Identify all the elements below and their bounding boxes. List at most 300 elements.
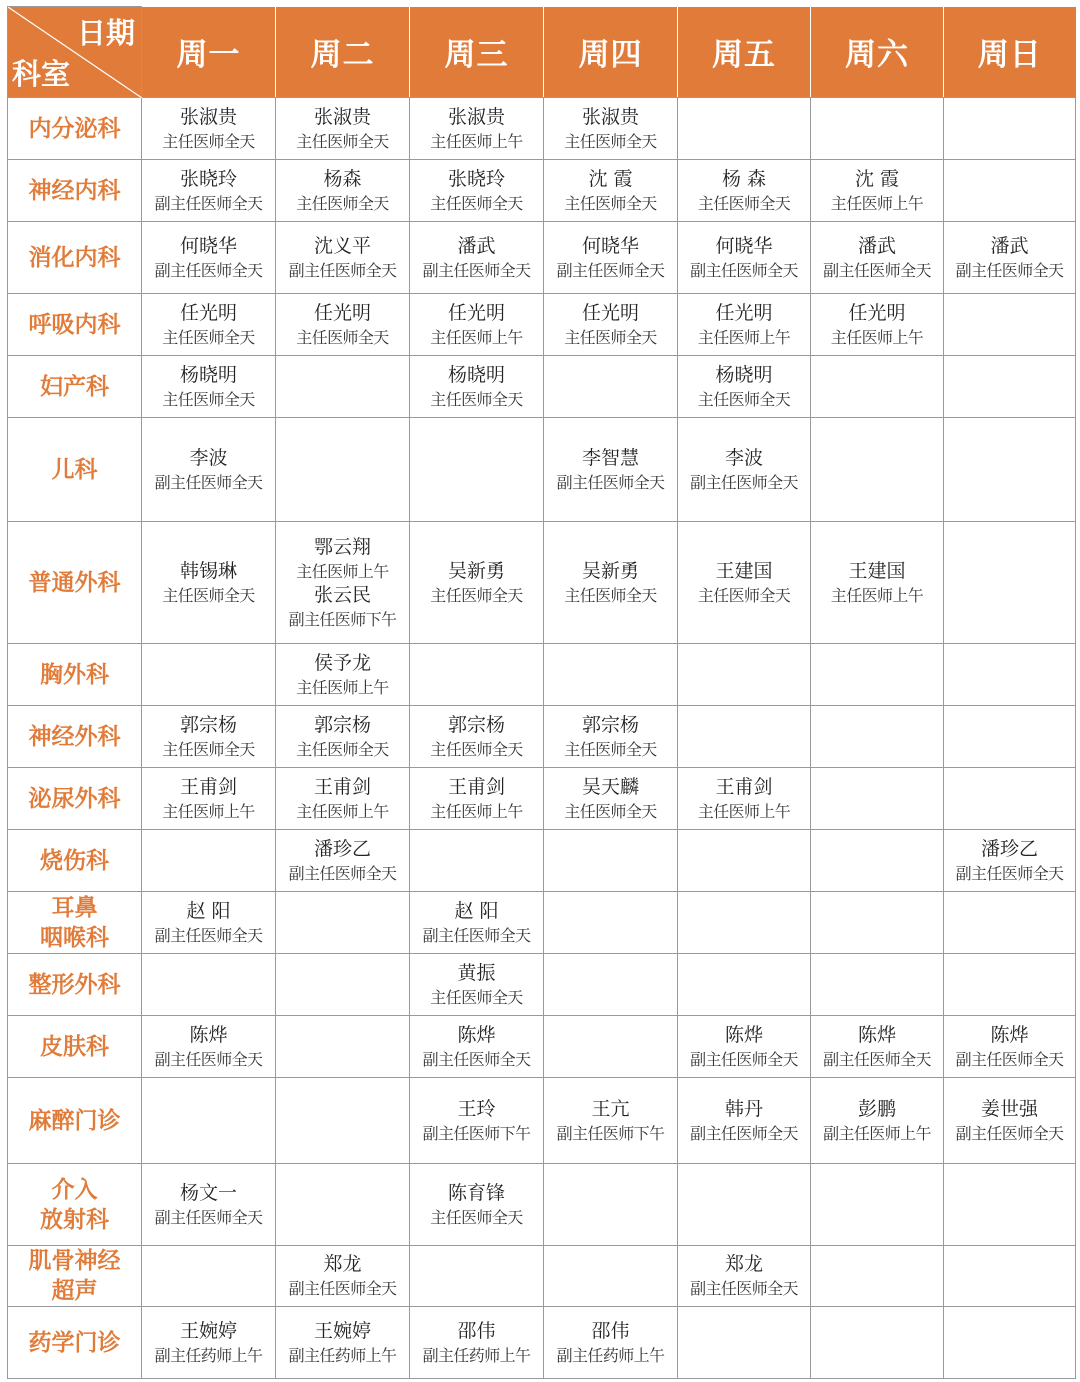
- schedule-cell: [811, 222, 944, 294]
- doctor-title: 副主任医师全天: [823, 260, 931, 280]
- doctor-title: 主任医师全天: [430, 585, 523, 605]
- schedule-cell: [544, 98, 678, 160]
- doctor-title: 主任医师全天: [697, 585, 791, 605]
- schedule-cell: [276, 892, 410, 954]
- department-name: 内分泌科: [28, 114, 121, 142]
- doctor-name: 何晓华: [179, 234, 237, 257]
- department-cell: [8, 954, 142, 1016]
- doctor-name: 潘武: [457, 234, 496, 257]
- schedule-cell: [811, 1078, 944, 1164]
- doctor-title: 主任医师全天: [564, 193, 657, 213]
- department-name: 介入: [51, 1175, 98, 1203]
- schedule-cell: [544, 1164, 678, 1246]
- doctor-title: 主任医师全天: [430, 389, 523, 409]
- doctor-name: 何晓华: [715, 234, 773, 257]
- doctor-name: 彭鹏: [857, 1097, 896, 1120]
- doctor-name: 任光明: [447, 301, 505, 324]
- schedule-cell: [811, 644, 944, 706]
- department-name: 儿科: [51, 455, 98, 483]
- doctor-title: 主任医师上午: [830, 585, 924, 605]
- schedule-cell: [811, 160, 944, 222]
- doctor-title: 主任医师全天: [697, 193, 791, 213]
- schedule-cell: [811, 830, 944, 892]
- schedule-cell: [142, 644, 276, 706]
- schedule-cell: [410, 1246, 544, 1307]
- doctor-title: 副主任医师全天: [690, 1279, 798, 1298]
- schedule-cell: [410, 160, 544, 222]
- schedule-cell: [276, 522, 410, 644]
- doctor-name: 赵 阳: [186, 899, 231, 922]
- doctor-title: 主任医师上午: [296, 561, 389, 581]
- schedule-cell: [142, 522, 276, 644]
- table-row: [8, 768, 1076, 830]
- schedule-cell: [944, 294, 1076, 356]
- schedule-cell: [944, 892, 1076, 954]
- schedule-cell: [544, 1016, 678, 1078]
- schedule-cell: [544, 644, 678, 706]
- doctor-title: 主任医师全天: [296, 131, 389, 151]
- doctor-title: 副主任药师上午: [154, 1345, 263, 1365]
- department-name: 皮肤科: [40, 1032, 109, 1060]
- schedule-cell: [276, 356, 410, 418]
- schedule-cell: [678, 294, 811, 356]
- schedule-cell: [276, 1246, 410, 1307]
- schedule-cell: [276, 1016, 410, 1078]
- schedule-cell: [811, 1164, 944, 1246]
- table-row: [8, 418, 1076, 522]
- day-header-wed: 周三: [410, 7, 544, 98]
- doctor-name: 王甫剑: [447, 775, 505, 798]
- schedule-cell: [142, 1246, 276, 1307]
- schedule-cell: [410, 522, 544, 644]
- schedule-cell: [678, 356, 811, 418]
- schedule-cell: [544, 294, 678, 356]
- doctor-name: 鄂云翔: [313, 535, 371, 558]
- schedule-cell: [544, 706, 678, 768]
- schedule-cell: [944, 522, 1076, 644]
- schedule-cell: [544, 1246, 678, 1307]
- department-cell: [8, 1078, 142, 1164]
- doctor-name: 陈育锋: [447, 1181, 505, 1204]
- doctor-title: 主任医师全天: [296, 193, 389, 213]
- table-row: [8, 356, 1076, 418]
- doctor-name: 任光明: [313, 301, 371, 324]
- day-header-tue: 周二: [276, 7, 410, 98]
- table-row: [8, 1246, 1076, 1307]
- schedule-cell: [944, 1164, 1076, 1246]
- schedule-cell: [811, 892, 944, 954]
- doctor-title: 主任医师上午: [430, 801, 523, 821]
- doctor-title: 主任医师全天: [564, 801, 657, 821]
- doctor-title: 副主任医师下午: [422, 1123, 531, 1143]
- schedule-cell: [811, 98, 944, 160]
- schedule-cell: [811, 522, 944, 644]
- department-cell: [8, 706, 142, 768]
- schedule-cell: [410, 356, 544, 418]
- department-cell: [8, 1307, 142, 1379]
- schedule-cell: [678, 418, 811, 522]
- doctor-name: 姜世强: [980, 1097, 1038, 1120]
- schedule-cell: [811, 954, 944, 1016]
- department-cell: [8, 98, 142, 160]
- doctor-name: 吴新勇: [447, 559, 505, 582]
- doctor-title: 主任医师全天: [430, 1207, 523, 1227]
- schedule-cell: [678, 1246, 811, 1307]
- schedule-cell: [410, 294, 544, 356]
- schedule-cell: [276, 1307, 410, 1379]
- schedule-cell: [544, 160, 678, 222]
- schedule-cell: [142, 1016, 276, 1078]
- department-cell: [8, 222, 142, 294]
- doctor-title: 主任医师上午: [830, 327, 924, 347]
- doctor-title: 副主任医师全天: [556, 472, 665, 492]
- schedule-cell: [944, 768, 1076, 830]
- doctor-name: 李波: [189, 446, 228, 469]
- day-header-sat: 周六: [811, 7, 944, 98]
- department-name: 药学门诊: [28, 1328, 121, 1356]
- day-header-sun: 周日: [944, 7, 1076, 98]
- doctor-title: 主任医师全天: [162, 131, 255, 151]
- schedule-cell: [811, 1016, 944, 1078]
- schedule-cell: [276, 98, 410, 160]
- department-cell: [8, 1246, 142, 1307]
- department-name: 耳鼻: [51, 893, 98, 921]
- doctor-name: 沈 霞: [588, 167, 633, 190]
- doctor-name: 侯予龙: [313, 651, 371, 674]
- doctor-name: 张淑贵: [581, 105, 639, 128]
- schedule-cell: [276, 1078, 410, 1164]
- schedule-cell: [410, 1164, 544, 1246]
- doctor-name: 王玲: [457, 1097, 496, 1120]
- department-cell: [8, 830, 142, 892]
- schedule-cell: [811, 356, 944, 418]
- doctor-title: 副主任医师下午: [288, 609, 397, 629]
- schedule-cell: [944, 830, 1076, 892]
- table-row: [8, 1016, 1076, 1078]
- schedule-cell: [142, 1307, 276, 1379]
- doctor-name: 李智慧: [581, 446, 639, 469]
- doctor-name: 沈义平: [313, 234, 371, 257]
- doctor-title: 副主任医师全天: [422, 925, 531, 945]
- doctor-name: 杨 森: [721, 167, 767, 190]
- doctor-title: 副主任医师全天: [422, 1049, 531, 1069]
- doctor-name: 陈烨: [857, 1023, 896, 1046]
- schedule-cell: [544, 222, 678, 294]
- schedule-cell: [811, 768, 944, 830]
- doctor-title: 副主任医师上午: [823, 1123, 931, 1143]
- doctor-title: 副主任医师全天: [154, 925, 263, 945]
- doctor-title: 主任医师全天: [162, 739, 255, 759]
- schedule-cell: [944, 706, 1076, 768]
- doctor-title: 副主任医师全天: [690, 1123, 798, 1143]
- schedule-cell: [410, 418, 544, 522]
- doctor-name: 王建国: [715, 559, 773, 582]
- schedule-cell: [410, 954, 544, 1016]
- schedule-cell: [544, 356, 678, 418]
- doctor-title: 副主任药师上午: [422, 1345, 531, 1365]
- doctor-title: 主任医师全天: [162, 327, 255, 347]
- schedule-cell: [678, 1164, 811, 1246]
- schedule-cell: [410, 706, 544, 768]
- doctor-name: 郭宗杨: [179, 713, 237, 736]
- doctor-title: 主任医师全天: [564, 327, 657, 347]
- schedule-cell: [142, 1078, 276, 1164]
- table-row: [8, 294, 1076, 356]
- department-name: 烧伤科: [40, 846, 109, 874]
- doctor-title: 主任医师全天: [430, 987, 523, 1007]
- doctor-title: 副主任医师全天: [154, 260, 263, 280]
- doctor-name: 王甫剑: [313, 775, 371, 798]
- schedule-cell: [678, 1078, 811, 1164]
- department-name: 呼吸内科: [28, 310, 121, 338]
- doctor-name: 郭宗杨: [447, 713, 505, 736]
- schedule-cell: [944, 356, 1076, 418]
- schedule-cell: [142, 98, 276, 160]
- doctor-name: 邵伟: [457, 1319, 496, 1342]
- schedule-cell: [276, 1164, 410, 1246]
- doctor-name: 杨晓明: [179, 363, 237, 386]
- table-row: [8, 160, 1076, 222]
- department-cell: [8, 294, 142, 356]
- schedule-cell: [142, 222, 276, 294]
- department-name: 普通外科: [28, 568, 121, 596]
- doctor-name: 王亢: [591, 1097, 630, 1120]
- schedule-cell: [944, 1078, 1076, 1164]
- doctor-name: 吴天麟: [581, 775, 639, 798]
- doctor-name: 杨晓明: [447, 363, 505, 386]
- schedule-cell: [811, 1246, 944, 1307]
- doctor-title: 副主任医师全天: [955, 1049, 1064, 1069]
- schedule-cell: [944, 1307, 1076, 1379]
- table-row: [8, 644, 1076, 706]
- doctor-title: 副主任医师全天: [823, 1049, 931, 1069]
- schedule-cell: [142, 768, 276, 830]
- doctor-title: 副主任医师全天: [955, 260, 1064, 280]
- schedule-cell: [544, 1078, 678, 1164]
- schedule-cell: [276, 768, 410, 830]
- schedule-cell: [410, 222, 544, 294]
- schedule-cell: [811, 706, 944, 768]
- department-name: 妇产科: [40, 372, 109, 400]
- schedule-cell: [276, 706, 410, 768]
- schedule-cell: [142, 1164, 276, 1246]
- department-axis-label: 科室: [12, 57, 71, 91]
- schedule-cell: [410, 892, 544, 954]
- schedule-cell: [811, 418, 944, 522]
- schedule-cell: [142, 294, 276, 356]
- department-name: 整形外科: [28, 970, 121, 998]
- table-row: [8, 1307, 1076, 1379]
- doctor-title: 副主任医师全天: [690, 1049, 798, 1069]
- doctor-title: 主任医师上午: [430, 131, 523, 151]
- doctor-name: 任光明: [179, 301, 237, 324]
- department-cell: [8, 522, 142, 644]
- schedule-cell: [544, 418, 678, 522]
- department-cell: [8, 356, 142, 418]
- doctor-name: 王甫剑: [179, 775, 237, 798]
- department-name: 神经外科: [28, 722, 121, 750]
- doctor-name: 郭宗杨: [581, 713, 639, 736]
- doctor-title: 主任医师全天: [430, 739, 523, 759]
- doctor-title: 主任医师全天: [162, 585, 255, 605]
- doctor-title: 主任医师全天: [697, 389, 791, 409]
- doctor-title: 副主任医师全天: [154, 1207, 263, 1227]
- schedule-cell: [544, 768, 678, 830]
- department-cell: [8, 768, 142, 830]
- department-cell: [8, 644, 142, 706]
- schedule-cell: [944, 954, 1076, 1016]
- doctor-name: 王婉婷: [313, 1319, 371, 1342]
- schedule-cell: [410, 830, 544, 892]
- doctor-name: 杨文一: [179, 1181, 237, 1204]
- schedule-cell: [678, 522, 811, 644]
- day-header-thu: 周四: [544, 7, 678, 98]
- doctor-name: 任光明: [581, 301, 639, 324]
- schedule-cell: [944, 644, 1076, 706]
- table-row: [8, 830, 1076, 892]
- schedule-cell: [142, 954, 276, 1016]
- schedule-cell: [410, 98, 544, 160]
- doctor-title: 主任医师上午: [296, 677, 389, 697]
- schedule-cell: [410, 768, 544, 830]
- doctor-name: 王建国: [848, 559, 906, 582]
- doctor-title: 主任医师上午: [697, 801, 791, 821]
- day-header-fri: 周五: [678, 7, 811, 98]
- department-name: 麻醉门诊: [28, 1106, 121, 1134]
- doctor-title: 主任医师全天: [564, 739, 657, 759]
- department-name: 放射科: [40, 1205, 109, 1233]
- doctor-title: 主任医师全天: [162, 389, 255, 409]
- schedule-cell: [276, 418, 410, 522]
- schedule-cell: [142, 706, 276, 768]
- doctor-name: 何晓华: [581, 234, 639, 257]
- department-name: 神经内科: [28, 176, 121, 204]
- schedule-cell: [410, 644, 544, 706]
- schedule-cell: [678, 160, 811, 222]
- doctor-name: 张淑贵: [447, 105, 505, 128]
- doctor-title: 副主任医师全天: [154, 1049, 263, 1069]
- table-row: [8, 954, 1076, 1016]
- doctor-name: 韩丹: [724, 1097, 763, 1120]
- department-name: 泌尿外科: [28, 784, 121, 812]
- doctor-name: 张晓玲: [179, 167, 237, 190]
- doctor-name: 任光明: [848, 301, 906, 324]
- doctor-title: 主任医师上午: [697, 327, 791, 347]
- doctor-name: 潘珍乙: [980, 837, 1038, 860]
- schedule-cell: [142, 418, 276, 522]
- schedule-cell: [678, 1016, 811, 1078]
- schedule-cell: [410, 1078, 544, 1164]
- doctor-name: 王婉婷: [179, 1319, 237, 1342]
- schedule-cell: [944, 418, 1076, 522]
- schedule-cell: [944, 1016, 1076, 1078]
- department-cell: [8, 418, 142, 522]
- day-header-mon: 周一: [142, 7, 276, 98]
- doctor-title: 主任医师全天: [296, 327, 389, 347]
- doctor-name: 郭宗杨: [313, 713, 371, 736]
- schedule-cell: [142, 892, 276, 954]
- doctor-name: 杨晓明: [715, 363, 773, 386]
- table-row: [8, 522, 1076, 644]
- department-name: 胸外科: [40, 660, 109, 688]
- doctor-title: 主任医师全天: [564, 131, 657, 151]
- department-cell: [8, 1016, 142, 1078]
- doctor-name: 韩锡琳: [179, 559, 237, 582]
- schedule-cell: [410, 1307, 544, 1379]
- doctor-name: 赵 阳: [454, 899, 499, 922]
- schedule-table: [7, 6, 1076, 1379]
- doctor-title: 副主任医师全天: [154, 193, 263, 213]
- doctor-name: 沈 霞: [854, 167, 900, 190]
- schedule-cell: [142, 356, 276, 418]
- schedule-cell: [678, 644, 811, 706]
- doctor-title: 主任医师全天: [430, 193, 523, 213]
- doctor-name: 潘武: [857, 234, 896, 257]
- schedule-cell: [544, 830, 678, 892]
- schedule-cell: [276, 644, 410, 706]
- doctor-name: 张云民: [313, 583, 371, 606]
- doctor-name: 李波: [724, 446, 763, 469]
- doctor-name: 陈烨: [189, 1023, 228, 1046]
- doctor-title: 副主任医师全天: [288, 1279, 397, 1298]
- department-name: 肌骨神经: [28, 1247, 121, 1274]
- doctor-title: 副主任医师全天: [955, 863, 1064, 883]
- schedule-cell: [944, 160, 1076, 222]
- schedule-body: [8, 98, 1076, 1379]
- department-name: 超声: [51, 1277, 98, 1304]
- doctor-title: 主任医师全天: [564, 585, 657, 605]
- doctor-title: 副主任医师全天: [690, 472, 798, 492]
- schedule-cell: [544, 954, 678, 1016]
- schedule-cell: [678, 222, 811, 294]
- schedule-cell: [811, 1307, 944, 1379]
- doctor-name: 张晓玲: [447, 167, 505, 190]
- schedule-cell: [276, 222, 410, 294]
- schedule-cell: [276, 830, 410, 892]
- doctor-title: 副主任医师全天: [955, 1123, 1064, 1143]
- doctor-name: 黄振: [457, 961, 496, 984]
- doctor-name: 杨森: [323, 167, 362, 190]
- schedule-cell: [678, 830, 811, 892]
- schedule-cell: [276, 160, 410, 222]
- doctor-name: 张淑贵: [179, 105, 237, 128]
- schedule-cell: [678, 706, 811, 768]
- schedule-cell: [142, 160, 276, 222]
- table-row: [8, 98, 1076, 160]
- doctor-name: 潘珍乙: [313, 837, 371, 860]
- doctor-name: 任光明: [715, 301, 773, 324]
- doctor-name: 王甫剑: [715, 775, 773, 798]
- schedule-cell: [944, 222, 1076, 294]
- doctor-title: 副主任医师全天: [422, 260, 531, 280]
- schedule-cell: [811, 294, 944, 356]
- table-row: [8, 892, 1076, 954]
- doctor-name: 郑龙: [724, 1253, 763, 1275]
- doctor-name: 潘武: [990, 234, 1029, 257]
- date-axis-label: 日期: [76, 16, 135, 50]
- header-row: [8, 7, 1076, 98]
- doctor-title: 主任医师上午: [430, 327, 523, 347]
- schedule-cell: [142, 830, 276, 892]
- schedule-cell: [410, 1016, 544, 1078]
- doctor-title: 副主任药师上午: [556, 1345, 665, 1365]
- schedule-cell: [678, 1307, 811, 1379]
- table-row: [8, 706, 1076, 768]
- schedule-cell: [276, 954, 410, 1016]
- department-cell: [8, 892, 142, 954]
- doctor-name: 邵伟: [591, 1319, 630, 1342]
- schedule-cell: [678, 954, 811, 1016]
